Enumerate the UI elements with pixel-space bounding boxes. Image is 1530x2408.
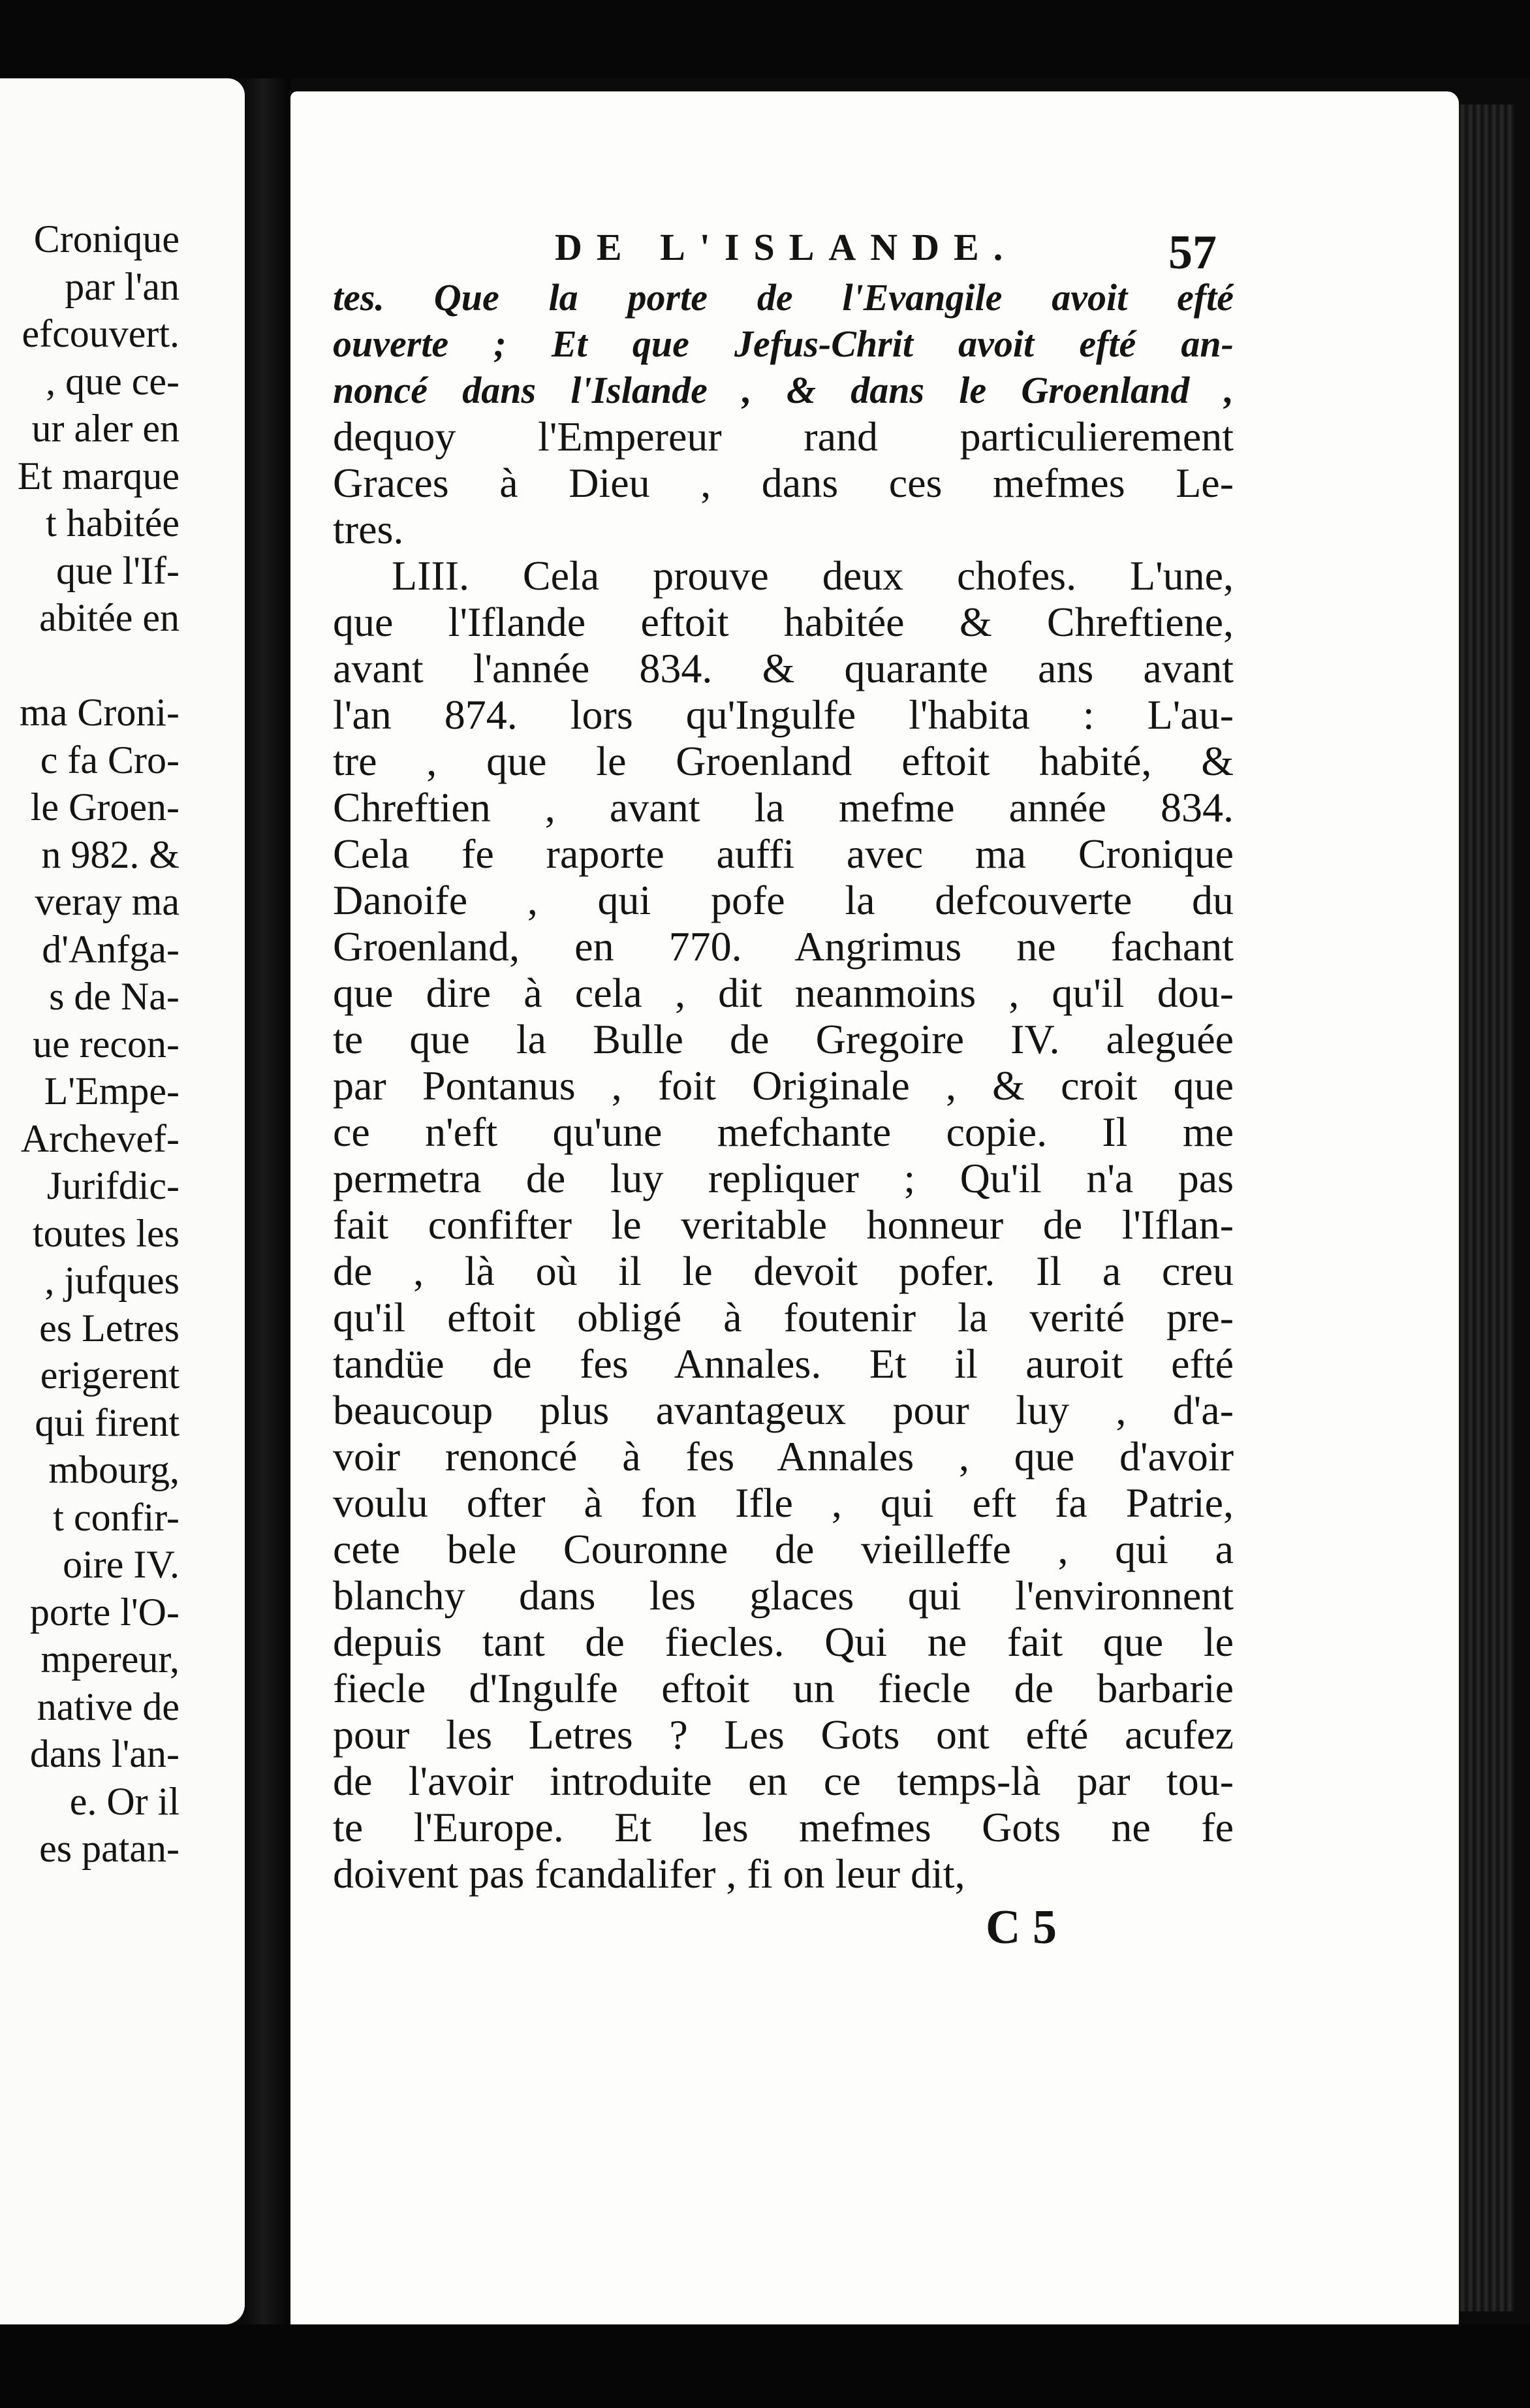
- left-page-line: porte l'O-: [29, 1590, 180, 1634]
- body-line: dequoy l'Empereur rand particulierement: [333, 413, 1234, 460]
- left-page: [0, 78, 245, 2324]
- left-page-line: t habitée: [46, 501, 180, 545]
- body-line: noncé dans l'Islande , & dans le Groenland ,: [333, 369, 1234, 411]
- left-page-line: Jurifdic-: [46, 1164, 180, 1207]
- left-page-line: ue recon-: [33, 1022, 180, 1066]
- left-page-line: qui firent: [35, 1401, 180, 1444]
- left-page-line: mbourg,: [48, 1448, 180, 1491]
- body-line: pour les Letres ? Les Gots ont efté acufez: [333, 1711, 1234, 1758]
- body-line: voulu ofter à fon Ifle , qui eft fa Patrie,: [333, 1480, 1234, 1526]
- left-page-line: c fa Cro-: [40, 738, 180, 782]
- body-line: que l'Iflande eftoit habitée & Chreftiene,: [333, 599, 1234, 645]
- left-page-line: s de Na-: [49, 975, 180, 1018]
- left-page-line: erigerent: [40, 1354, 180, 1397]
- left-page-line: abitée en: [39, 596, 180, 639]
- left-page-line: , jufques: [44, 1259, 180, 1302]
- body-line: l'an 874. lors qu'Ingulfe l'habita : L'au-: [333, 691, 1234, 738]
- body-line: que dire à cela , dit neanmoins , qu'il dou-: [333, 970, 1234, 1016]
- body-line: tandüe de fes Annales. Et il auroit efté: [333, 1340, 1234, 1387]
- page-block-edge: [1459, 104, 1514, 2311]
- body-line: beaucoup plus avantageux pour luy , d'a-: [333, 1387, 1234, 1433]
- left-page-line: dans l'an-: [29, 1732, 180, 1775]
- body-line: depuis tant de fiecles. Qui ne fait que le: [333, 1619, 1234, 1665]
- body-line: te que la Bulle de Gregoire IV. aleguée: [333, 1016, 1234, 1062]
- body-line: par Pontanus , foit Originale , & croit que: [333, 1062, 1234, 1109]
- left-page-line: native de: [37, 1685, 180, 1728]
- left-page-line: que l'If-: [55, 548, 180, 592]
- left-page-line: es Letres: [39, 1306, 180, 1350]
- scanner-background-top: [0, 0, 1530, 78]
- left-page-line: veray ma: [35, 880, 180, 923]
- body-line: tes. Que la porte de l'Evangile avoit efté: [333, 276, 1234, 319]
- left-page-line: , que ce-: [46, 359, 180, 403]
- left-page-line: ma Croni-: [20, 691, 180, 734]
- body-line: avant l'année 834. & quarante ans avant: [333, 645, 1234, 691]
- body-line: de , là où il le devoit pofer. Il a creu: [333, 1248, 1234, 1294]
- left-page-line: n 982. &: [41, 832, 180, 876]
- body-line: permetra de luy repliquer ; Qu'il n'a pas: [333, 1155, 1234, 1201]
- left-page-line: ur aler en: [31, 407, 180, 450]
- body-line: Groenland, en 770. Angrimus ne fachant: [333, 923, 1234, 970]
- scanner-background-bottom: [0, 2324, 1530, 2408]
- left-page-line: Archevef-: [20, 1117, 180, 1160]
- body-line: LIII. Cela prouve deux chofes. L'une,: [392, 552, 1234, 599]
- body-line: cete bele Couronne de vieilleffe , qui a: [333, 1526, 1234, 1572]
- left-page-line: L'Empe-: [44, 1069, 180, 1113]
- body-line: de l'avoir introduite en ce temps-là par tou-: [333, 1758, 1234, 1804]
- body-line: tre , que le Groenland eftoit habité, &: [333, 738, 1234, 784]
- body-line: Danoife , qui pofe la defcouverte du: [333, 877, 1234, 923]
- body-line: doivent pas fcandalifer , fi on leur dit,: [333, 1850, 965, 1897]
- left-page-line: Et marque: [17, 454, 180, 498]
- left-page-line: t confir-: [53, 1495, 180, 1539]
- body-line: ce n'eft qu'une mefchante copie. Il me: [333, 1109, 1234, 1155]
- left-page-line: d'Anfga-: [42, 927, 180, 971]
- body-line: Chreftien , avant la mefme année 834.: [333, 784, 1234, 831]
- left-page-line: oire IV.: [63, 1543, 180, 1586]
- left-page-line: par l'an: [65, 264, 180, 308]
- body-line: qu'il eftoit obligé à foutenir la verité pre-: [333, 1294, 1234, 1340]
- left-page-line: e. Or il: [69, 1779, 180, 1823]
- left-page-line: efcouvert.: [22, 312, 180, 355]
- page-number: 57: [1168, 226, 1217, 279]
- left-page-line: le Groen-: [30, 785, 180, 829]
- running-head: DE L'ISLANDE.: [555, 226, 1018, 268]
- body-line: tres.: [333, 506, 404, 552]
- left-page-line: es patan-: [39, 1827, 180, 1870]
- left-page-line: mpereur,: [40, 1638, 180, 1681]
- body-line: fait confifter le veritable honneur de l'Iflan-: [333, 1201, 1234, 1248]
- body-line: fiecle d'Ingulfe eftoit un fiecle de barbarie: [333, 1665, 1234, 1711]
- left-page-line: toutes les: [33, 1211, 180, 1255]
- body-line: blanchy dans les glaces qui l'environnent: [333, 1572, 1234, 1619]
- body-line: voir renoncé à fes Annales , que d'avoir: [333, 1433, 1234, 1480]
- body-line: ouverte ; Et que Jefus-Chrit avoit efté an-: [333, 323, 1234, 365]
- body-line: Graces à Dieu , dans ces mefmes Le-: [333, 460, 1234, 506]
- left-page-line: Cronique: [33, 217, 180, 261]
- body-line: Cela fe raporte auffi avec ma Cronique: [333, 831, 1234, 877]
- book-gutter: [245, 78, 290, 2324]
- body-line: te l'Europe. Et les mefmes Gots ne fe: [333, 1804, 1234, 1850]
- body-text: [333, 274, 1234, 1897]
- signature-mark: C 5: [986, 1901, 1057, 1954]
